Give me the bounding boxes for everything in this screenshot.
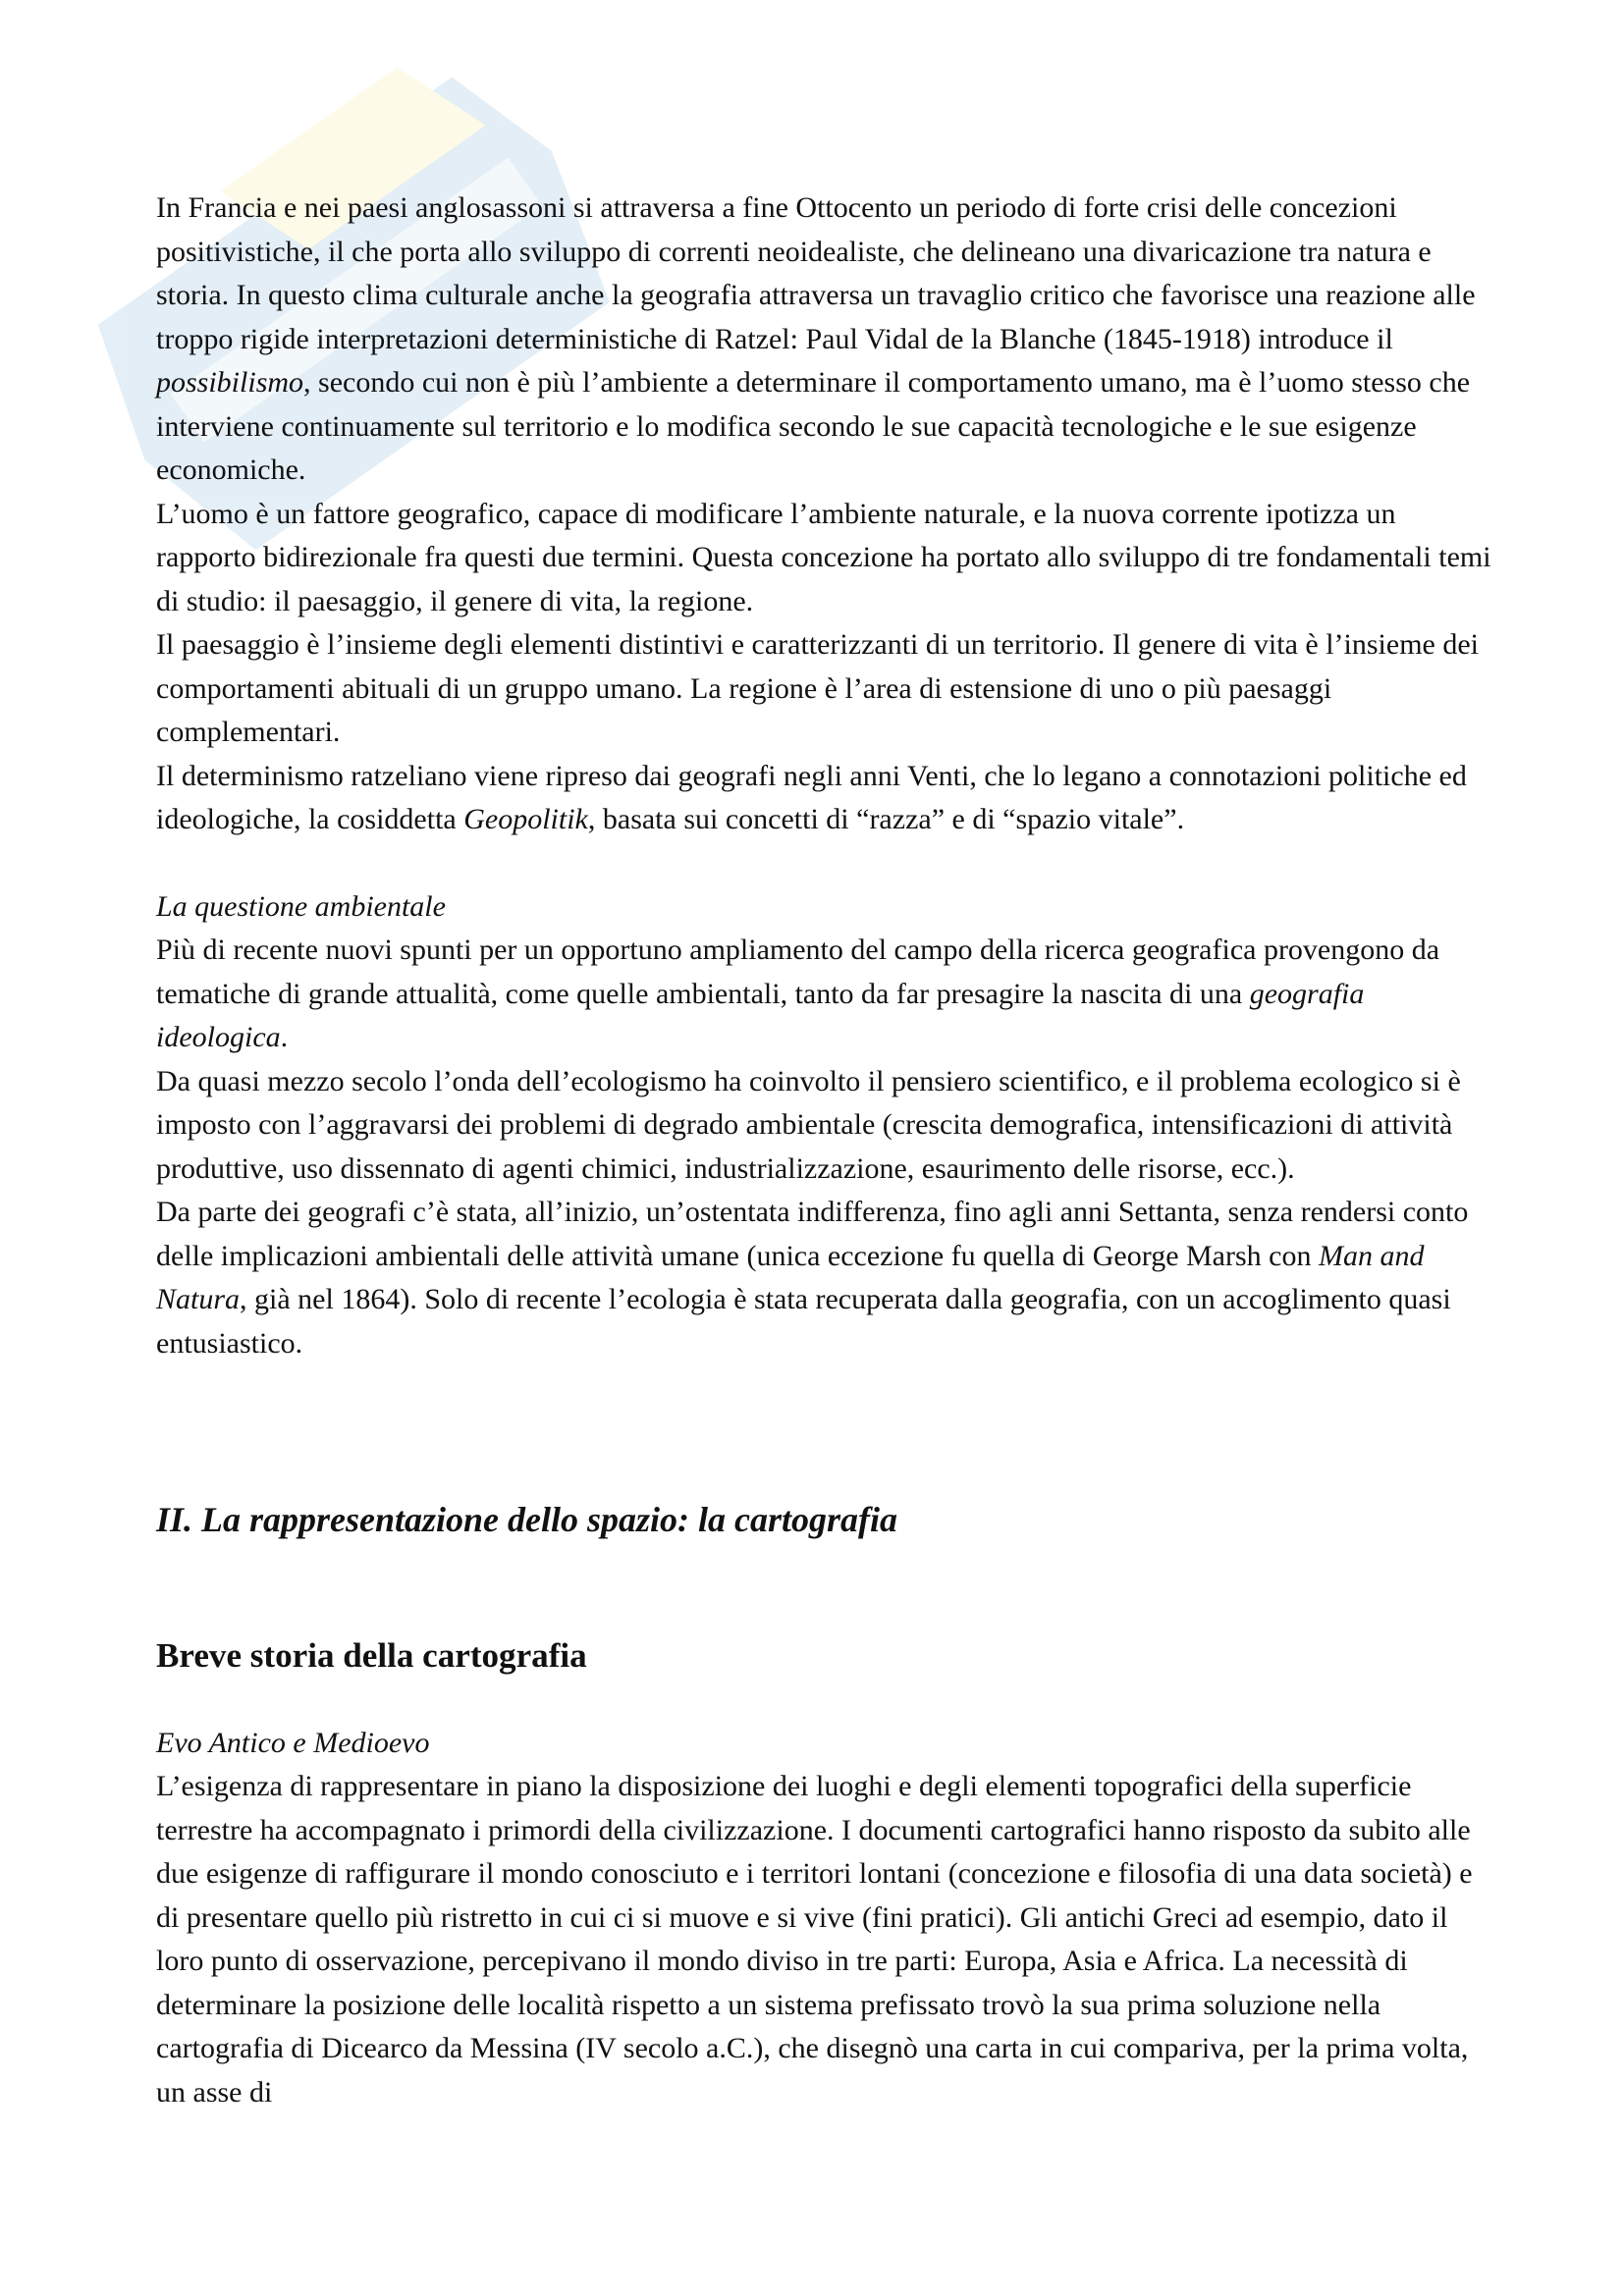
subsection-title-evo-antico: Evo Antico e Medioevo: [156, 1726, 430, 1759]
paragraph-possibilismo: In Francia e nei paesi anglosassoni si attraversa a fine Ottocento un periodo di forte crisi delle concezioni positivistiche, il che porta allo sviluppo di correnti neoidealiste, che delineano una divaricazione tra natura e storia. In questo clima culturale anche la geografia attraversa un travaglio critico che favorisce una reazione alle troppo rigide interpretazioni deterministiche di Ratzel: Paul Vidal de la Blanche (1845-1918) introduce il possibilismo, secondo cui non è più l’ambiente a determinare il comportamento umano, ma è l’uomo stesso che interviene continuamente sul territorio e lo modifica secondo le sue capacità tecnologiche e le sue esigenze economiche.: [156, 191, 1476, 486]
section-heading-cartografia: II. La rappresentazione dello spazio: la cartografia: [156, 1500, 898, 1539]
subsection-title-questione-ambientale: La questione ambientale: [156, 889, 446, 923]
paragraph-evo-antico: L’esigenza di rappresentare in piano la disposizione dei luoghi e degli elementi topografici della superficie terrestre ha accompagnato i primordi della civilizzazione. I documenti cartografici hanno risposto da subito alle due esigenze di raffigurare il mondo conosciuto e i territori lontani (concezione e filosofia di una data società) e di presentare quello più ristretto in cui ci si muove e si vive (fini pratici). Gli antichi Greci ad esempio, dato il loro punto di osservazione, percepivano il mondo diviso in tre parti: Europa, Asia e Africa. La necessità di determinare la posizione delle località rispetto a un sistema prefissato trovò la sua prima soluzione nella cartografia di Dicearco da Messina (IV secolo a.C.), che disegnò una carta in cui compariva, per la prima volta, un asse di: [156, 1770, 1473, 2109]
paragraph-uomo-fattore: L’uomo è un fattore geografico, capace di modificare l’ambiente naturale, e la nuova corrente ipotizza un rapporto bidirezionale fra questi due termini. Questa concezione ha portato allo sviluppo di tre fondamentali temi di studio: il paesaggio, il genere di vita, la regione.: [156, 497, 1491, 617]
spacer: [156, 1679, 1491, 1722]
sub-heading-breve-storia: Breve storia della cartografia: [156, 1636, 587, 1675]
paragraph-indifferenza: Da parte dei geografi c’è stata, all’inizio, un’ostentata indifferenza, fino agli anni Settanta, senza rendersi conto delle implicazioni ambientali delle attività umane (unica eccezione fu quella di George Marsh con Man and Natura, già nel 1864). Solo di recente l’ecologia è stata recuperata dalla geografia, con un accoglimento quasi entusiastico.: [156, 1196, 1469, 1360]
term-geopolitik: Geopolitik: [463, 803, 588, 835]
term-geografia-ideologica: geografia ideologica: [156, 977, 1365, 1053]
paragraph-paesaggio: Il paesaggio è l’insieme degli elementi distintivi e caratterizzanti di un territorio. Il genere di vita è l’insieme dei comportamenti abituali di un gruppo umano. La regione è l’area di estensione di uno o più paesaggi complementari.: [156, 628, 1480, 748]
paragraph-geopolitik: Il determinismo ratzeliano viene ripreso dai geografi negli anni Venti, che lo legano a connotazioni politiche ed ideologiche, la cosiddetta Geopolitik, basata sui concetti di “razza” e di “spazio vitale”.: [156, 759, 1467, 835]
page-content: [156, 187, 1491, 2114]
paragraph-ampliamento: Più di recente nuovi spunti per un opportuno ampliamento del campo della ricerca geografica provengono da tematiche di grande attualità, come quelle ambientali, tanto da far presagire la nascita di una geografia ideologica.: [156, 934, 1440, 1053]
spacer: [156, 1544, 1491, 1634]
paragraph-ecologismo: Da quasi mezzo secolo l’onda dell’ecologismo ha coinvolto il pensiero scientifico, e il problema ecologico si è imposto con l’aggravarsi dei problemi di degrado ambientale (crescita demografica, intensificazioni di attività produttive, uso dissennato di agenti chimici, industrializzazione, esaurimento delle risorse, ecc.).: [156, 1064, 1461, 1185]
spacer: [156, 842, 1491, 885]
term-possibilismo: possibilismo: [156, 366, 304, 399]
term-man-and-natura: Man and Natura: [156, 1239, 1425, 1315]
spacer: [156, 1365, 1491, 1495]
